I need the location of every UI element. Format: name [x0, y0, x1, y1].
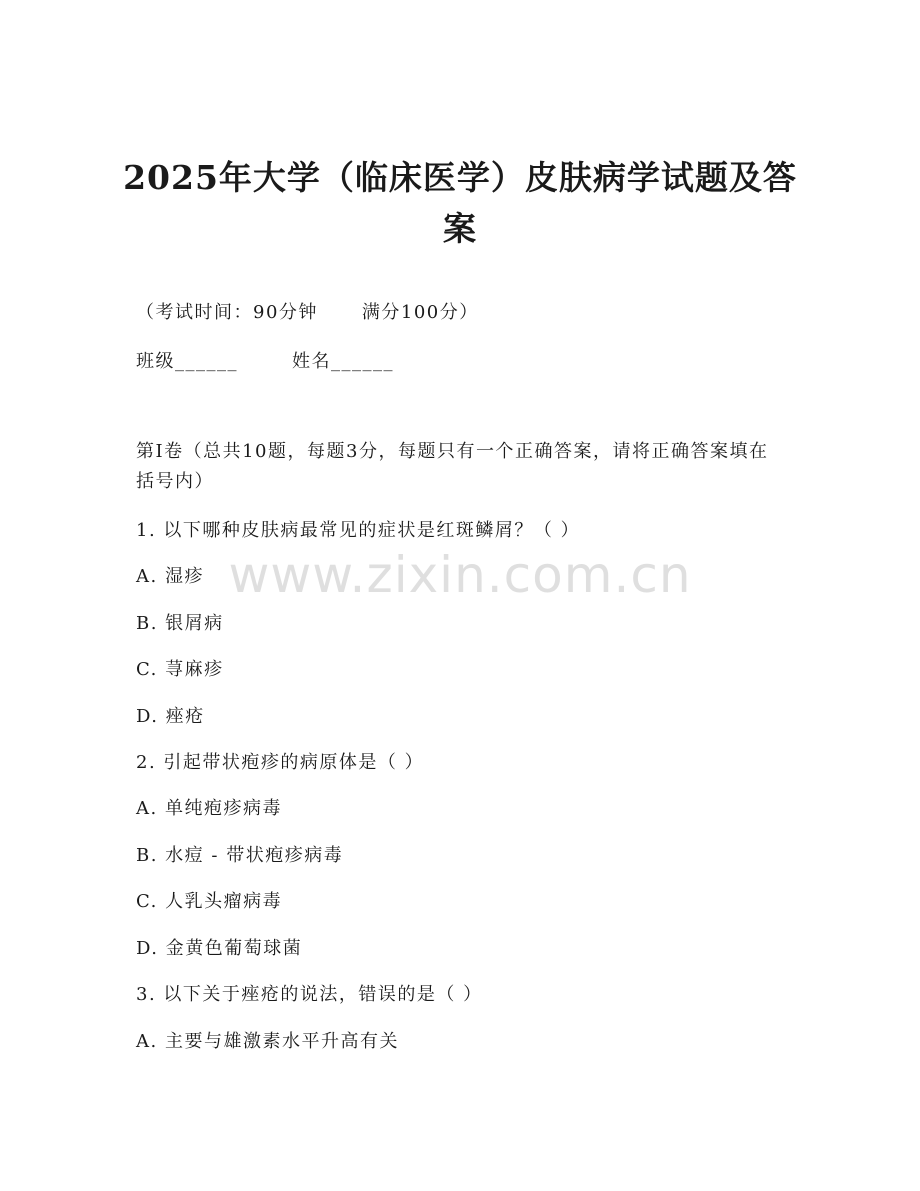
question-stem: 2. 引起带状疱疹的病原体是（ ） [136, 752, 425, 773]
question-stem: 1. 以下哪种皮肤病最常见的症状是红斑鳞屑？（ ） [136, 520, 581, 541]
class-field: 班级______ [136, 351, 238, 372]
question-stem: 3. 以下关于痤疮的说法，错误的是（ ） [136, 984, 483, 1005]
document-title: 2025年大学（临床医学）皮肤病学试题及答案 [123, 158, 797, 248]
question-option: D. 痤疮 [136, 706, 205, 727]
exam-info [136, 298, 479, 328]
question-option: D. 金黄色葡萄球菌 [136, 938, 303, 959]
question-option: A. 湿疹 [136, 566, 204, 587]
exam-time: （考试时间：90分钟 [136, 302, 318, 323]
question-option: A. 主要与雄激素水平升高有关 [136, 1031, 399, 1052]
exam-score: 满分100分） [361, 302, 479, 323]
student-info [136, 347, 394, 377]
question-option: A. 单纯疱疹病毒 [136, 798, 282, 819]
watermark: www.zixin.com.cn [228, 546, 692, 604]
section-instruction: 第I卷（总共10题，每题3分，每题只有一个正确答案，请将正确答案填在括号内） [136, 441, 769, 492]
name-field: 姓名______ [292, 351, 394, 372]
question-option: B. 水痘 - 带状疱疹病毒 [136, 845, 344, 866]
question-option: C. 荨麻疹 [136, 659, 224, 680]
question-option: C. 人乳头瘤病毒 [136, 891, 283, 912]
question-option: B. 银屑病 [136, 613, 224, 634]
